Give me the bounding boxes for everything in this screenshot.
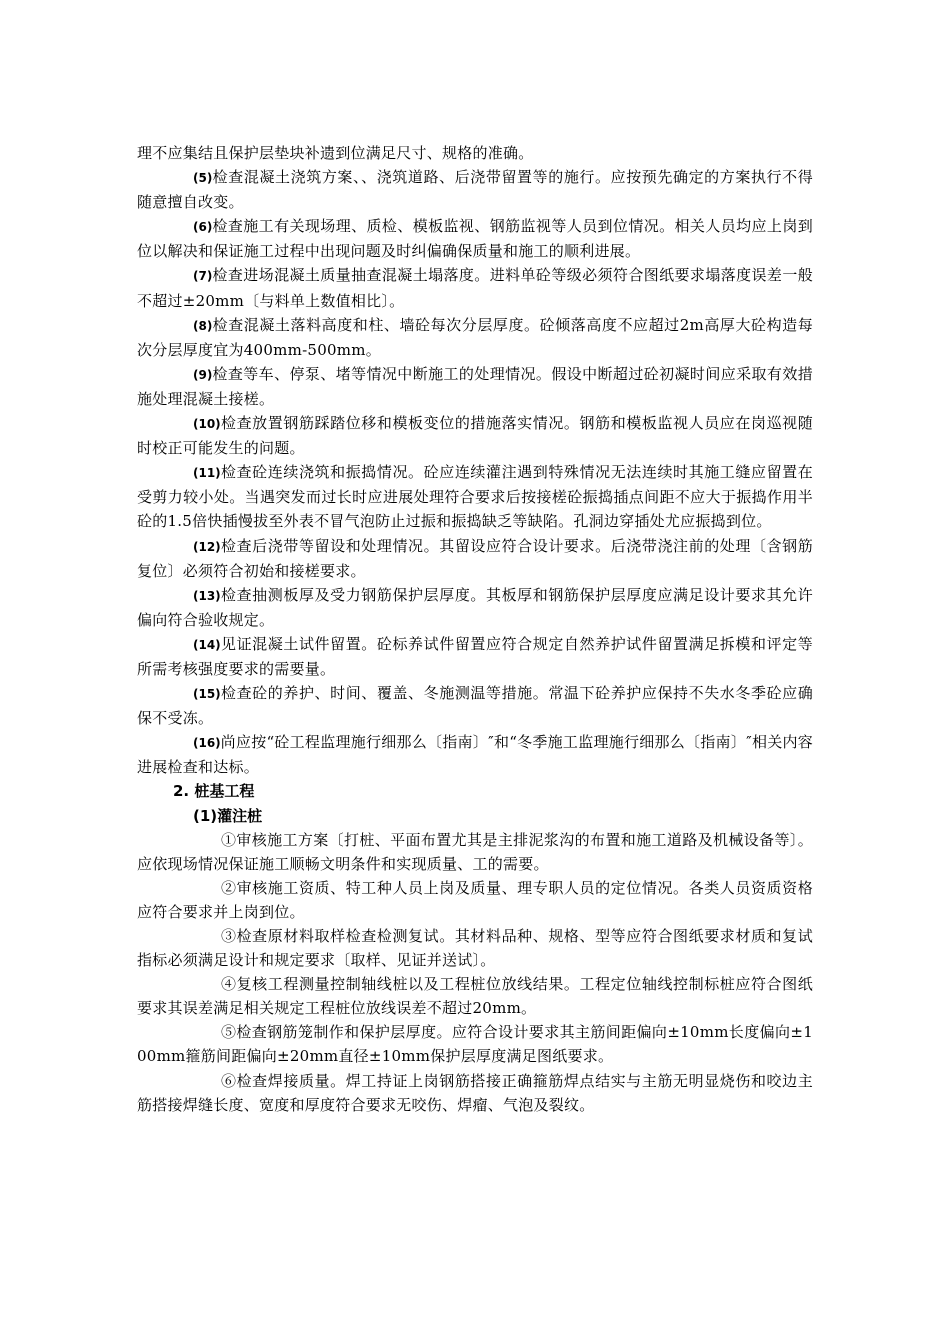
paragraph-continuation [137, 141, 813, 165]
list-marker: ① [221, 830, 237, 849]
list-text: 审核施工资质、特工种人员上岗及质量、理专职人员的定位情况。各类人员资质资格应符合要求并上岗到位。 [137, 878, 813, 921]
paragraph-text: 检查抽测板厚及受力钢筋保护层厚度。其板厚和钢筋保护层厚度应满足设计要求其允许偏向符合验收规定。 [137, 585, 813, 629]
paragraph-item-11 [137, 460, 813, 533]
list-item-2 [137, 876, 813, 924]
paragraph-item-10 [137, 411, 813, 460]
paragraph-text: 检查进场混凝土质量抽查混凝土塌落度。进料单砼等级必须符合图纸要求塌落度误差一般不超过±20mm〔与料单上数值相比〕。 [137, 266, 813, 310]
paragraph-number: (7) [193, 269, 213, 284]
list-item-4 [137, 972, 813, 1020]
list-text: 检查钢筋笼制作和保护层厚度。应符合设计要求其主筋间距偏向±10mm长度偏向±100mm箍筋间距偏向±20mm直径±10mm保护层厚度满足图纸要求。 [137, 1023, 813, 1066]
list-item-3 [137, 924, 813, 972]
subsection-heading: (1)灌注桩 [193, 806, 263, 825]
list-marker: ⑥ [221, 1071, 237, 1090]
paragraph-item-6 [137, 214, 813, 263]
paragraph-number: (9) [193, 367, 213, 382]
list-text: 复核工程测量控制轴线桩以及工程桩位放线结果。工程定位轴线控制标桩应符合图纸要求其误差满足相关规定工程桩位放线误差不超过20mm。 [137, 975, 813, 1018]
paragraph-number: (12) [193, 539, 221, 554]
paragraph-item-15 [137, 681, 813, 730]
paragraph-number: (13) [193, 588, 221, 603]
list-text: 检查原材料取样检查检测复试。其材料品种、规格、型等应符合图纸要求材质和复试指标必须满足设计和规定要求〔取样、见证并送试〕。 [137, 927, 813, 970]
paragraph-text: 检查等车、停泵、堵等情况中断施工的处理情况。假设中断超过砼初凝时间应采取有效措施处理混凝土接槎。 [137, 364, 813, 408]
list-marker: ⑤ [221, 1023, 237, 1042]
list-item-5 [137, 1020, 813, 1068]
paragraph-text: 检查放置钢筋踩踏位移和模板变位的措施落实情况。钢筋和模板监视人员应在岗巡视随时校正可能发生的问题。 [137, 414, 813, 458]
paragraph-text: 检查砼连续浇筑和振捣情况。砼应连续灌注遇到特殊情况无法连续时其施工缝应留置在受剪力较小处。当遇突发而过长时应进展处理符合要求后按接槎砼振捣插点间距不应大于振捣作用半砼的1.5倍快插慢拔至外表不冒气泡防止过振和振捣缺乏等缺陷。孔洞边穿插处尤应振捣到位。 [137, 463, 813, 531]
paragraph-number: (10) [193, 417, 221, 432]
paragraph-number: (15) [193, 687, 221, 702]
paragraph-number: (16) [193, 736, 221, 751]
list-item-6 [137, 1069, 813, 1117]
paragraph-number: (11) [193, 466, 221, 481]
paragraph-text: 检查混凝土落料高度和柱、墙砼每次分层厚度。砼倾落高度不应超过2m高厚大砼构造每次分层厚度宜为400mm-500mm。 [137, 315, 813, 359]
paragraph-number: (5) [193, 171, 213, 186]
paragraph-text: 理不应集结且保护层垫块补遗到位满足尺寸、规格的准确。 [137, 144, 534, 162]
paragraph-text: 检查砼的养护、时间、覆盖、冬施测温等措施。常温下砼养护应保持不失水冬季砼应确保不受冻。 [137, 684, 813, 728]
paragraph-item-8 [137, 313, 813, 362]
paragraph-item-5 [137, 165, 813, 214]
paragraph-item-9 [137, 362, 813, 411]
paragraph-text: 检查混凝土浇筑方案、、浇筑道路、后浇带留置等的施行。应按预先确定的方案执行不得随意擅自改变。 [137, 168, 813, 212]
list-text: 检查焊接质量。焊工持证上岗钢筋搭接正确箍筋焊点结实与主筋无明显烧伤和咬边主筋搭接焊缝长度、宽度和厚度符合要求无咬伤、焊瘤、气泡及裂纹。 [137, 1071, 813, 1114]
paragraph-number: (14) [193, 637, 221, 652]
paragraph-number: (8) [193, 318, 213, 333]
paragraph-item-16 [137, 730, 813, 779]
list-item-1 [137, 828, 813, 876]
paragraph-number: (6) [193, 220, 213, 235]
paragraph-text: 尚应按“砼工程监理施行细那么〔指南〕″和“冬季施工监理施行细那么〔指南〕″相关内容进展检查和达标。 [137, 733, 813, 777]
section-heading: 2. 桩基工程 [173, 782, 255, 801]
paragraph-item-13 [137, 583, 813, 632]
paragraph-item-14 [137, 632, 813, 681]
paragraph-item-7 [137, 263, 813, 312]
paragraph-item-12 [137, 534, 813, 583]
list-text: 审核施工方案〔打桩、平面布置尤其是主排泥浆沟的布置和施工道路及机械设备等〕。应依现场情况保证施工顺畅文明条件和实现质量、工的需要。 [137, 830, 813, 873]
paragraph-text: 检查后浇带等留设和处理情况。其留设应符合设计要求。后浇带浇注前的处理〔含钢筋复位〕必须符合初始和接槎要求。 [137, 536, 813, 580]
list-marker: ③ [221, 927, 237, 945]
document-page [137, 141, 813, 1117]
list-marker: ② [221, 878, 237, 897]
list-marker: ④ [221, 975, 237, 994]
paragraph-text: 检查施工有关现场理、质检、模板监视、钢筋监视等人员到位情况。相关人员均应上岗到位以解决和保证施工过程中出现问题及时纠偏确保质量和施工的顺利进展。 [137, 217, 813, 261]
paragraph-text: 见证混凝土试件留置。砼标养试件留置应符合规定自然养护试件留置满足拆模和评定等所需考核强度要求的需要量。 [137, 634, 813, 678]
